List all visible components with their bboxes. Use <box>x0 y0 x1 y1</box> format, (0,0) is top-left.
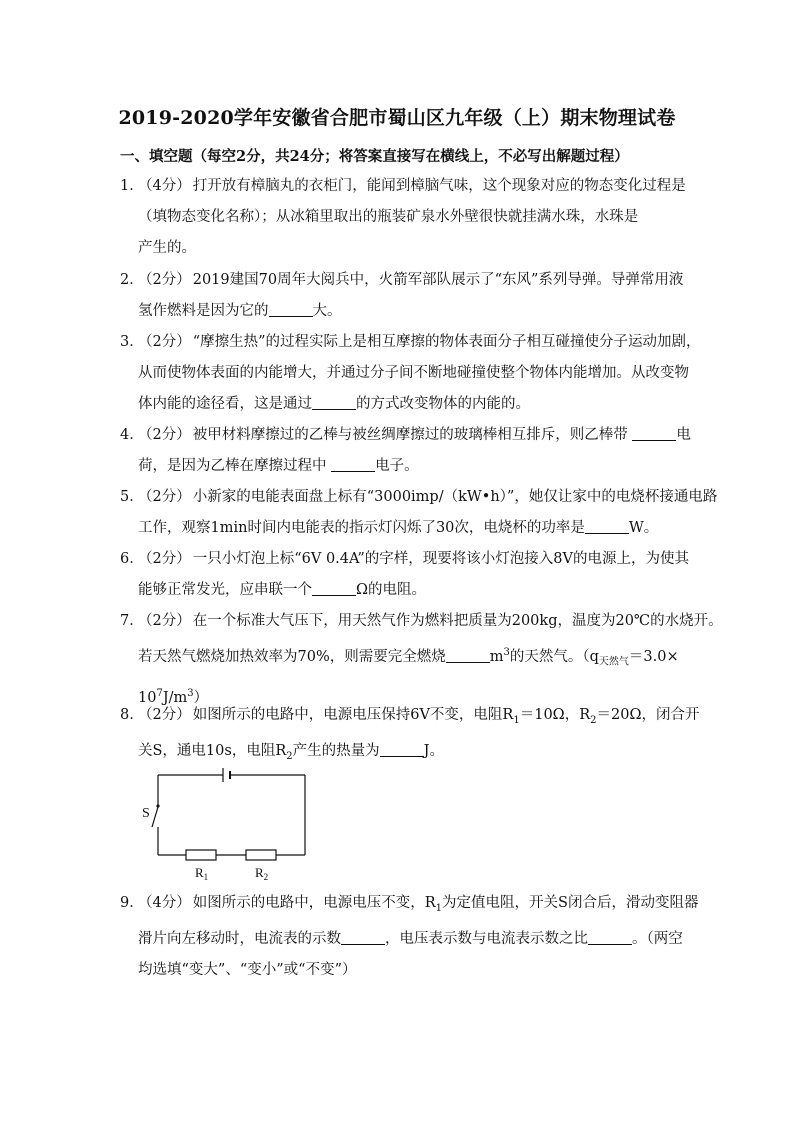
question-number: 2． <box>120 272 144 288</box>
question-number: 5． <box>120 489 144 505</box>
question-8 <box>120 700 700 772</box>
question-text: ，电压表示数与电流表示数之比 <box>385 930 588 947</box>
question-points: （2分） <box>138 489 191 505</box>
question-5 <box>120 482 718 544</box>
superscript: 3 <box>503 647 510 658</box>
question-text: ＝3.0× <box>628 648 679 665</box>
question-text: 2019建国70周年大阅兵中，火箭军部队展示了“东风”系列导弹。导弹常用液 <box>192 272 684 288</box>
question-text: 产生的热量为 <box>292 742 380 759</box>
subscript: 天然气 <box>598 656 629 668</box>
question-1 <box>120 171 686 264</box>
r2-label: $R_2$ <box>255 865 269 882</box>
question-number: 9． <box>120 895 144 911</box>
question-text: 如图所示的电路中，电源电压保持6V不变，电阻R <box>192 707 514 723</box>
question-text: 从而使物体表面的内能增大，并通过分子间不断地碰撞使整个物体内能增加。从改变物 <box>138 365 689 381</box>
question-points: （2分） <box>138 707 191 723</box>
question-text: m <box>489 648 504 665</box>
exam-title: 2019-2020学年安徽省合肥市蜀山区九年级（上）期末物理试卷 <box>118 107 676 129</box>
question-text: 如图所示的电路中，电源电压不变，R <box>192 895 436 911</box>
question-points: （4分） <box>138 178 191 194</box>
answer-blank <box>588 930 632 945</box>
question-number: 1． <box>120 178 144 194</box>
question-text: 能够正常发光，应串联一个 <box>138 582 312 598</box>
subscript: 1 <box>513 714 520 726</box>
answer-blank <box>331 457 375 472</box>
question-number: 6． <box>120 551 144 567</box>
question-text: ＝10Ω，R <box>519 707 591 723</box>
question-text: 大。 <box>312 303 342 319</box>
question-text: 打开放有樟脑丸的衣柜门，能闻到樟脑气味，这个现象对应的物态变化过程是 <box>192 178 686 194</box>
question-points: （2分） <box>138 272 191 288</box>
question-text: 工作，观察1min时间内电能表的指示灯闪烁了30次，电烧杯的功率是 <box>138 520 585 536</box>
answer-blank <box>632 426 676 441</box>
question-text: 被甲材料摩擦过的乙棒与被丝绸摩擦过的玻璃棒相互排斥，则乙棒带 <box>192 427 633 443</box>
question-3 <box>120 327 701 420</box>
question-4 <box>120 420 691 482</box>
question-text: 若天然气燃烧加热效率为70%，则需要完全燃烧 <box>138 648 446 665</box>
question-2 <box>120 265 684 327</box>
switch-label: S <box>142 806 150 821</box>
question-text: J。 <box>423 742 444 759</box>
question-text: 电 <box>676 427 691 443</box>
question-points: （2分） <box>138 613 191 629</box>
superscript: 7 <box>156 687 163 699</box>
question-text: ） <box>193 689 209 706</box>
question-6 <box>120 544 689 606</box>
question-points: （4分） <box>138 895 191 911</box>
switch-contact <box>156 804 159 807</box>
answer-blank <box>269 302 313 317</box>
question-text: 体内能的途径看，这是通过 <box>138 396 312 412</box>
question-number: 7． <box>120 613 144 629</box>
question-number: 4． <box>120 427 144 443</box>
question-7 <box>120 606 723 714</box>
answer-blank <box>341 930 385 945</box>
question-number: 8． <box>120 707 144 723</box>
question-number: 3． <box>120 334 144 350</box>
question-points: （2分） <box>138 551 191 567</box>
question-text: 一只小灯泡上标“6V 0.4A”的字样，现要将该小灯泡接入8V的电源上，为使其 <box>192 551 689 567</box>
question-text: 关S，通电10s，电阻R <box>138 742 287 759</box>
question-text: 荷，是因为乙棒在摩擦过程中 <box>138 458 332 474</box>
question-9 <box>120 888 699 986</box>
question-text: 的天然气。（q <box>509 648 599 665</box>
switch-blade <box>152 807 158 827</box>
question-text: 在一个标准大气压下，用天然气作为燃料把质量为200kg，温度为20℃的水烧开。 <box>192 613 723 629</box>
question-points: （2分） <box>138 427 191 443</box>
question-points: （2分） <box>138 334 191 350</box>
answer-blank <box>585 519 629 534</box>
question-text: Ω的电阻。 <box>356 582 427 598</box>
subscript: 2 <box>286 750 293 762</box>
question-text: 。（两空 <box>632 930 683 947</box>
circuit-diagram <box>138 765 318 885</box>
question-text: 为定值电阻，开关S闭合后，滑动变阻器 <box>442 895 699 911</box>
question-text: 滑片向左移动时，电流表的示数 <box>138 930 341 947</box>
subscript: 1 <box>435 902 443 914</box>
question-text: “摩擦生热”的过程实际上是相互摩擦的物体表面分子相互碰撞使分子运动加剧， <box>192 334 701 350</box>
section-heading: 一、填空题（每空2分，共24分；将答案直接写在横线上，不必写出解题过程） <box>120 148 629 165</box>
question-text: 氢作燃料是因为它的 <box>138 303 269 319</box>
answer-blank <box>380 742 424 757</box>
resistor-r2 <box>246 850 276 860</box>
subscript: 2 <box>590 714 597 726</box>
question-text: J/m <box>162 689 188 706</box>
superscript: 3 <box>187 687 194 699</box>
question-text: 的方式改变物体的内能的。 <box>356 396 530 412</box>
question-text: 电子。 <box>375 458 419 474</box>
question-text: W。 <box>628 520 659 536</box>
question-text: 10 <box>138 689 157 706</box>
question-text: （填物态变化名称）；从冰箱里取出的瓶装矿泉水外壁很快就挂满水珠，水珠是 <box>138 209 639 225</box>
question-text: ＝20Ω，闭合开 <box>596 707 700 723</box>
r1-label: $R_1$ <box>195 865 209 882</box>
question-text: 均选填“变大”、“变小”或“不变”） <box>138 961 357 978</box>
answer-blank <box>312 395 356 410</box>
resistor-r1 <box>186 850 216 860</box>
answer-blank <box>312 581 356 596</box>
answer-blank <box>446 648 490 663</box>
question-text: 小新家的电能表面盘上标有“3000imp/（kW•h）”，她仅让家中的电烧杯接通电路 <box>192 489 718 505</box>
question-text: 产生的。 <box>138 240 196 256</box>
